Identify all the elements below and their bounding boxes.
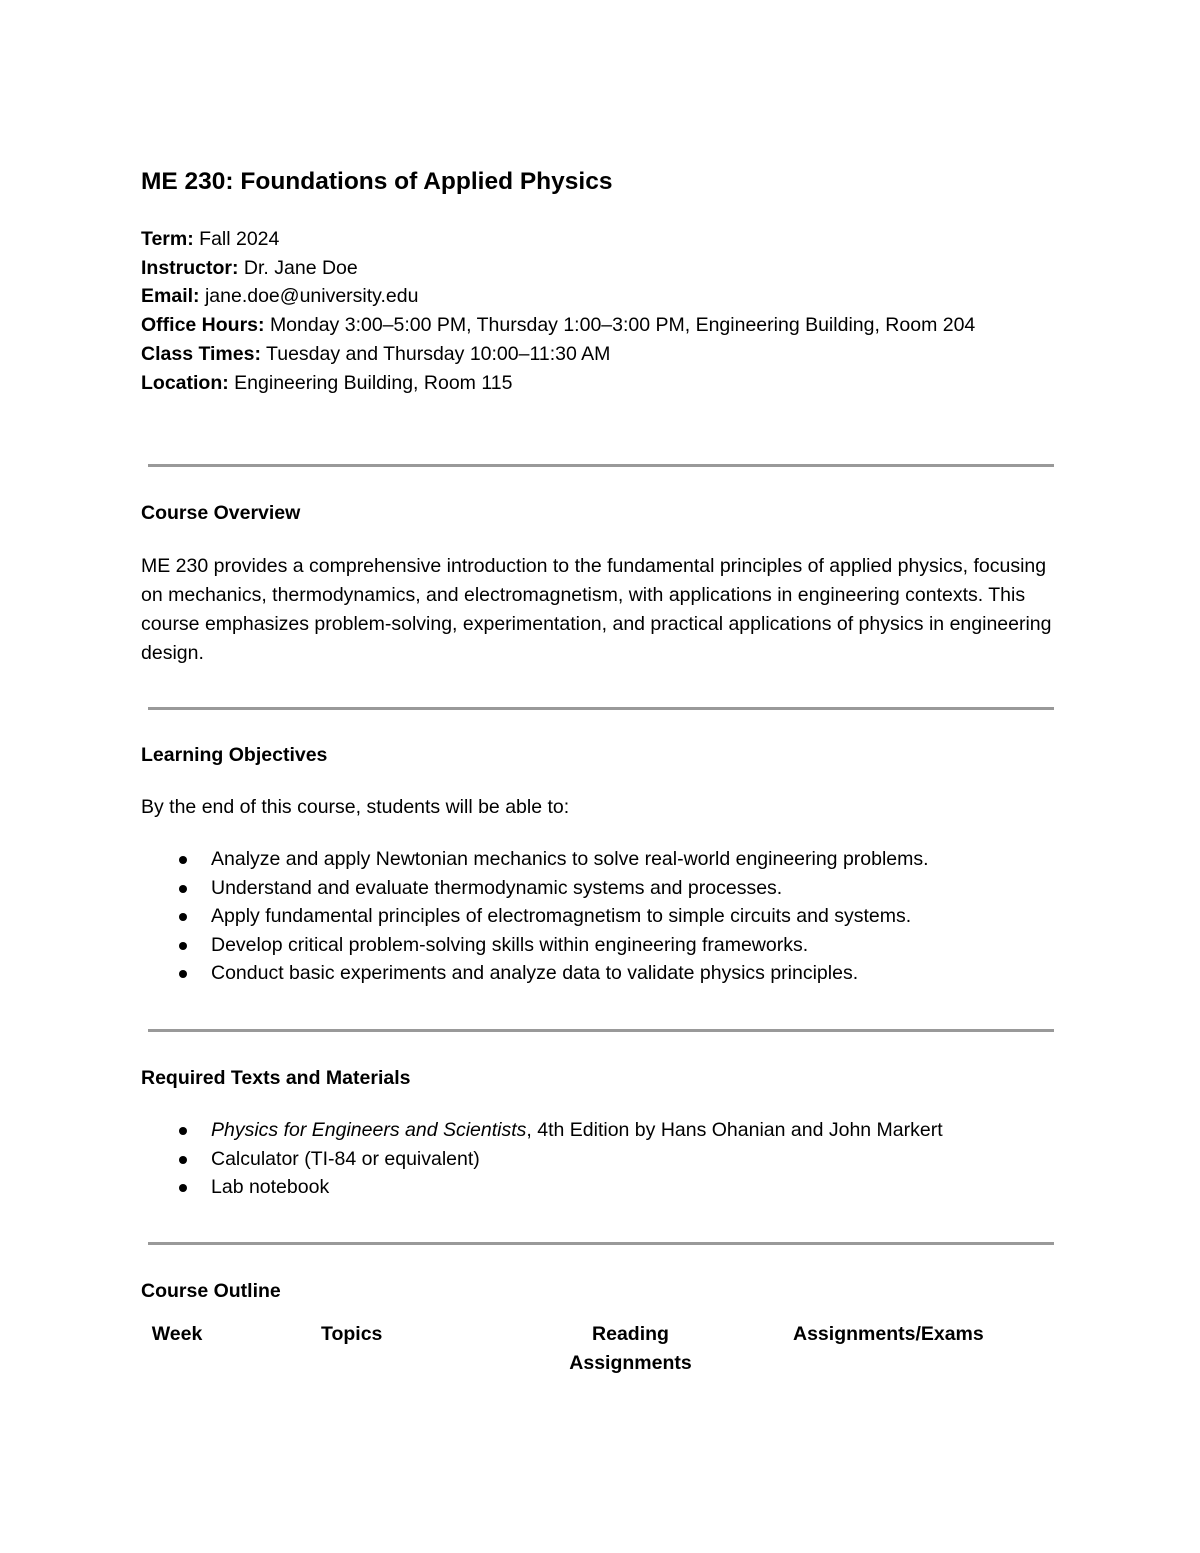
course-info xyxy=(141,225,1051,397)
location-label: Location: xyxy=(141,371,229,394)
class-times-label: Class Times: xyxy=(141,342,261,365)
section-divider xyxy=(148,707,1054,710)
column-header-week: Week xyxy=(151,1323,203,1345)
term-value: Fall 2024 xyxy=(199,228,280,250)
outline-heading: Course Outline xyxy=(141,1280,281,1302)
term-label: Term: xyxy=(141,228,194,250)
instructor-value: Dr. Jane Doe xyxy=(243,256,358,279)
list-item xyxy=(141,1116,1061,1145)
bullet-icon xyxy=(179,942,187,950)
location-value: Engineering Building, Room 115 xyxy=(234,371,513,394)
materials-list xyxy=(141,1116,1061,1202)
instructor-label: Instructor: xyxy=(141,256,239,279)
list-item xyxy=(141,845,1061,874)
email-line xyxy=(141,282,1051,311)
list-item xyxy=(141,874,1061,903)
objective-text: Analyze and apply Newtonian mechanics to solve real-world engineering problems. xyxy=(211,848,929,870)
class-times-line xyxy=(141,340,1051,369)
textbook-title: Physics for Engineers and Scientists xyxy=(211,1119,527,1141)
bullet-icon xyxy=(179,856,187,864)
section-divider xyxy=(148,464,1054,467)
objectives-list xyxy=(141,845,1061,988)
section-divider xyxy=(148,1242,1054,1245)
location-line xyxy=(141,369,1051,398)
list-item xyxy=(141,1173,1061,1202)
material-text: Calculator (TI-84 or equivalent) xyxy=(211,1147,480,1170)
office-hours-line xyxy=(141,311,1051,340)
bullet-icon xyxy=(179,1127,187,1135)
textbook-details: , 4th Edition by Hans Ohanian and John Markert xyxy=(526,1119,943,1141)
column-header-topics: Topics xyxy=(321,1323,383,1345)
office-hours-label: Office Hours: xyxy=(141,314,265,337)
outline-table-header xyxy=(141,1320,1061,1380)
objective-text: Apply fundamental principles of electromagnetism to simple circuits and systems. xyxy=(211,905,912,928)
bullet-icon xyxy=(179,1184,187,1192)
materials-heading: Required Texts and Materials xyxy=(141,1067,411,1089)
objectives-heading: Learning Objectives xyxy=(141,744,328,766)
page-title: ME 230: Foundations of Applied Physics xyxy=(141,168,613,195)
email-label: Email: xyxy=(141,285,200,308)
bullet-icon xyxy=(179,1156,187,1164)
list-item xyxy=(141,1145,1061,1174)
material-text: Lab notebook xyxy=(211,1176,330,1199)
objective-text: Conduct basic experiments and analyze data to validate physics principles. xyxy=(211,962,859,985)
list-item xyxy=(141,931,1061,960)
bullet-icon xyxy=(179,913,187,921)
term-line xyxy=(141,225,1051,254)
bullet-icon xyxy=(179,885,187,893)
objective-text: Understand and evaluate thermodynamic systems and processes. xyxy=(211,876,783,899)
overview-text: ME 230 provides a comprehensive introduction to the fundamental principles of applied physics, focusing on mechanics, thermodynamics, and electromagnetism, with applications in engineering contexts. This course emphasizes problem-solving, experimentation, and practical applications of physics in engineering design. xyxy=(141,555,1052,664)
list-item xyxy=(141,902,1061,931)
overview-heading: Course Overview xyxy=(141,502,301,524)
instructor-line xyxy=(141,254,1051,283)
objective-text: Develop critical problem-solving skills within engineering frameworks. xyxy=(211,933,809,956)
bullet-icon xyxy=(179,970,187,978)
office-hours-value: Monday 3:00–5:00 PM, Thursday 1:00–3:00 PM, Engineering Building, Room 204 xyxy=(269,314,976,337)
class-times-value: Tuesday and Thursday 10:00–11:30 AM xyxy=(266,342,611,365)
section-divider xyxy=(148,1029,1054,1032)
objectives-intro: By the end of this course, students will be able to: xyxy=(141,796,570,818)
email-value: jane.doe@university.edu xyxy=(204,285,419,308)
column-header-reading: Reading Assignments xyxy=(569,1323,692,1374)
column-header-assignments: Assignments/Exams xyxy=(793,1323,984,1345)
list-item xyxy=(141,959,1061,988)
